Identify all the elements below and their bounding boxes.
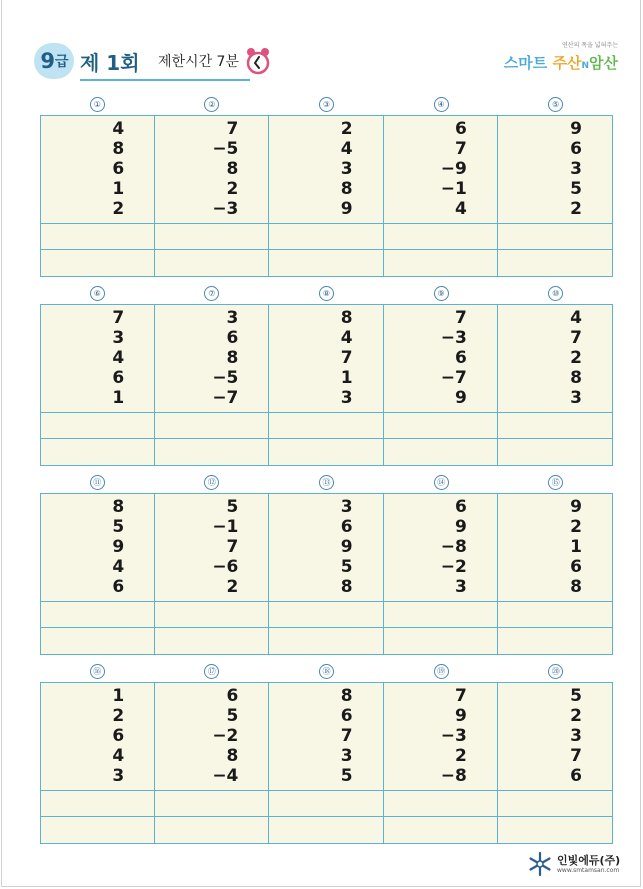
operand: 4 <box>570 308 582 328</box>
operand: 6 <box>226 686 239 706</box>
problem-cell <box>384 683 498 791</box>
operand: −1 <box>440 179 467 199</box>
answer-box[interactable] <box>155 413 269 439</box>
operand: 2 <box>570 706 582 726</box>
answer-box[interactable] <box>498 224 612 250</box>
check-box[interactable] <box>384 628 498 654</box>
check-box[interactable] <box>41 439 155 465</box>
problem-number: ⑨ <box>434 286 449 301</box>
operand: 8 <box>112 497 125 517</box>
problem-number: ⑦ <box>204 286 219 301</box>
problem-cell <box>498 305 612 413</box>
operand: 1 <box>570 537 582 557</box>
check-box[interactable] <box>269 817 383 843</box>
operand: 8 <box>340 179 353 199</box>
check-box[interactable] <box>498 817 612 843</box>
problem-number: ⑧ <box>319 286 334 301</box>
level-number: 9 <box>40 49 55 73</box>
operand: 2 <box>226 179 239 199</box>
check-box[interactable] <box>384 439 498 465</box>
operand: 3 <box>112 328 125 348</box>
number-stack <box>212 497 238 597</box>
brand-logo <box>503 40 618 80</box>
operand: 3 <box>226 308 239 328</box>
operand: 1 <box>112 686 125 706</box>
number-stack <box>112 119 124 219</box>
problem-number-row <box>40 282 613 304</box>
operand: 8 <box>112 139 125 159</box>
operand: 7 <box>454 139 467 159</box>
number-stack <box>570 497 582 597</box>
problem-number: ⑥ <box>90 286 105 301</box>
number-stack <box>441 119 467 219</box>
problem-cell <box>41 116 155 224</box>
operand: −3 <box>440 328 467 348</box>
operand: −7 <box>212 388 239 408</box>
operand: 7 <box>226 537 239 557</box>
problem-cell <box>384 494 498 602</box>
number-stack <box>212 308 238 408</box>
number-stack <box>441 686 467 786</box>
operand: 4 <box>340 139 353 159</box>
answer-box[interactable] <box>41 791 155 817</box>
operand: 6 <box>454 497 467 517</box>
publisher-url: www.smtamsan.com <box>557 867 620 874</box>
operand: 9 <box>340 537 353 557</box>
snowflake-logo-icon <box>527 851 553 877</box>
operand: 2 <box>570 348 582 368</box>
problem-number: ⑭ <box>434 475 449 490</box>
operand: 5 <box>226 497 239 517</box>
answer-box[interactable] <box>155 224 269 250</box>
problem-cell <box>155 305 269 413</box>
operand: 8 <box>226 348 239 368</box>
problem-number: ⑩ <box>548 286 563 301</box>
check-box[interactable] <box>498 439 612 465</box>
answer-box[interactable] <box>498 791 612 817</box>
operand: 1 <box>112 388 125 408</box>
operand: 3 <box>454 577 467 597</box>
level-badge <box>34 43 74 79</box>
operand: −1 <box>212 517 239 537</box>
problem-section <box>40 93 613 277</box>
operand: −9 <box>440 159 467 179</box>
number-stack <box>112 308 124 408</box>
answer-box[interactable] <box>384 602 498 628</box>
problem-cell <box>41 494 155 602</box>
operand: 6 <box>112 159 125 179</box>
answer-box[interactable] <box>384 791 498 817</box>
number-stack <box>341 119 353 219</box>
answer-box[interactable] <box>41 413 155 439</box>
operand: 9 <box>454 706 467 726</box>
answer-box[interactable] <box>155 791 269 817</box>
operand: −7 <box>440 368 467 388</box>
operand: 7 <box>112 308 125 328</box>
problem-number: ⑤ <box>548 97 563 112</box>
problem-number: ⑮ <box>548 475 563 490</box>
operand: 5 <box>226 706 239 726</box>
operand: 8 <box>226 746 239 766</box>
problem-cell <box>269 494 383 602</box>
operand: 7 <box>226 119 239 139</box>
operand: 6 <box>226 328 239 348</box>
problem-cell <box>269 116 383 224</box>
number-stack <box>570 119 582 219</box>
check-box[interactable] <box>155 250 269 276</box>
operand: 4 <box>112 746 125 766</box>
problem-number: ① <box>90 97 105 112</box>
check-box[interactable] <box>155 817 269 843</box>
problem-grid <box>40 682 613 844</box>
answer-box[interactable] <box>269 791 383 817</box>
answer-box[interactable] <box>498 602 612 628</box>
answer-box[interactable] <box>269 413 383 439</box>
operand: 9 <box>454 517 467 537</box>
problem-number: ⑲ <box>434 664 449 679</box>
operand: 2 <box>226 577 239 597</box>
operand: 6 <box>570 557 582 577</box>
operand: 5 <box>112 517 125 537</box>
operand: 7 <box>340 726 353 746</box>
problem-number: ⑳ <box>548 664 563 679</box>
operand: 4 <box>454 199 467 219</box>
operand: 3 <box>340 159 353 179</box>
operand: 2 <box>570 517 582 537</box>
operand: 3 <box>340 497 353 517</box>
operand: 5 <box>340 557 353 577</box>
operand: 6 <box>112 368 125 388</box>
operand: 2 <box>570 199 582 219</box>
answer-box[interactable] <box>384 413 498 439</box>
problem-grid <box>40 304 613 466</box>
operand: −5 <box>212 368 239 388</box>
problem-cell <box>155 116 269 224</box>
publisher-name: 인빛에듀(주) <box>557 854 621 867</box>
operand: 4 <box>340 328 353 348</box>
problem-number: ⑫ <box>204 475 219 490</box>
check-box[interactable] <box>41 250 155 276</box>
check-box[interactable] <box>498 250 612 276</box>
problem-number: ⑪ <box>90 475 105 490</box>
operand: −2 <box>212 726 239 746</box>
number-stack <box>341 497 353 597</box>
number-stack <box>441 497 467 597</box>
problem-grid <box>40 493 613 655</box>
number-stack <box>570 686 582 786</box>
brand-part-n: N <box>581 61 590 71</box>
check-box[interactable] <box>41 628 155 654</box>
check-box[interactable] <box>269 628 383 654</box>
number-stack <box>441 308 467 408</box>
level-suffix: 급 <box>55 54 68 70</box>
operand: 3 <box>570 726 582 746</box>
problem-cell <box>41 683 155 791</box>
check-box[interactable] <box>384 817 498 843</box>
operand: −6 <box>212 557 239 577</box>
round-title: 제 1회 <box>80 50 140 75</box>
operand: 2 <box>340 119 353 139</box>
operand: −2 <box>440 557 467 577</box>
brand-name <box>504 52 618 73</box>
problem-number: ⑬ <box>319 475 334 490</box>
problem-number: ⑱ <box>319 664 334 679</box>
operand: 7 <box>570 746 582 766</box>
problem-cell <box>498 494 612 602</box>
problem-section <box>40 282 613 466</box>
problem-cell <box>269 305 383 413</box>
answer-box[interactable] <box>269 602 383 628</box>
time-limit-label: 제한시간 7분 <box>158 54 239 70</box>
operand: 6 <box>570 766 582 786</box>
number-stack <box>112 497 124 597</box>
problem-cell <box>498 683 612 791</box>
problem-number: ④ <box>434 97 449 112</box>
operand: −3 <box>440 726 467 746</box>
operand: 6 <box>340 517 353 537</box>
problem-grid <box>40 115 613 277</box>
brand-part-smart: 스마트 <box>503 54 548 72</box>
operand: 3 <box>570 388 582 408</box>
number-stack <box>341 308 353 408</box>
answer-box[interactable] <box>41 602 155 628</box>
operand: 3 <box>340 746 353 766</box>
number-stack <box>212 119 238 219</box>
operand: 6 <box>112 726 125 746</box>
problem-number: ② <box>204 97 219 112</box>
problem-number: ⑰ <box>204 664 219 679</box>
operand: 9 <box>454 388 467 408</box>
operand: 6 <box>340 706 353 726</box>
operand: 7 <box>570 328 582 348</box>
operand: 2 <box>112 706 125 726</box>
operand: 5 <box>340 766 353 786</box>
operand: 8 <box>570 368 582 388</box>
operand: 8 <box>340 686 353 706</box>
problem-section <box>40 471 613 655</box>
operand: 7 <box>454 686 467 706</box>
problem-number: ③ <box>319 97 334 112</box>
problem-section <box>40 660 613 844</box>
operand: −3 <box>212 199 239 219</box>
problem-number-row <box>40 93 613 115</box>
operand: 8 <box>570 577 582 597</box>
operand: 3 <box>112 766 125 786</box>
operand: 2 <box>112 199 125 219</box>
check-box[interactable] <box>41 817 155 843</box>
operand: −8 <box>440 766 467 786</box>
operand: 9 <box>112 537 125 557</box>
operand: 9 <box>570 497 582 517</box>
check-box[interactable] <box>384 250 498 276</box>
problem-cell <box>41 305 155 413</box>
answer-box[interactable] <box>269 224 383 250</box>
check-box[interactable] <box>155 628 269 654</box>
operand: 6 <box>454 119 467 139</box>
problem-cell <box>155 683 269 791</box>
operand: −5 <box>212 139 239 159</box>
answer-box[interactable] <box>498 413 612 439</box>
number-stack <box>212 686 238 786</box>
answer-box[interactable] <box>155 602 269 628</box>
operand: 9 <box>570 119 582 139</box>
operand: 4 <box>112 348 125 368</box>
operand: 5 <box>570 179 582 199</box>
operand: 4 <box>112 557 125 577</box>
brand-part-jusan: 주산 <box>552 54 582 72</box>
problem-cell <box>498 116 612 224</box>
brand-part-amsan: 암산 <box>589 54 618 72</box>
operand: 4 <box>112 119 125 139</box>
number-stack <box>570 308 582 408</box>
problem-number: ⑯ <box>90 664 105 679</box>
operand: 8 <box>340 308 353 328</box>
operand: 1 <box>112 179 125 199</box>
operand: 2 <box>454 746 467 766</box>
operand: 1 <box>340 368 353 388</box>
problem-number-row <box>40 660 613 682</box>
check-box[interactable] <box>269 439 383 465</box>
alarm-clock-icon <box>245 46 271 76</box>
problem-cell <box>155 494 269 602</box>
operand: 8 <box>340 577 353 597</box>
operand: −8 <box>440 537 467 557</box>
operand: 8 <box>226 159 239 179</box>
problem-cell <box>269 683 383 791</box>
operand: 3 <box>570 159 582 179</box>
number-stack <box>341 686 353 786</box>
operand: 6 <box>570 139 582 159</box>
check-box[interactable] <box>155 439 269 465</box>
check-box[interactable] <box>269 250 383 276</box>
check-box[interactable] <box>498 628 612 654</box>
operand: 7 <box>454 308 467 328</box>
header-underline <box>80 79 250 81</box>
brand-tagline: 연산의 폭을 넓혀주는 <box>562 42 618 49</box>
operand: 9 <box>340 199 353 219</box>
problem-number-row <box>40 471 613 493</box>
operand: 5 <box>570 686 582 706</box>
operand: 7 <box>340 348 353 368</box>
problem-cell <box>384 305 498 413</box>
operand: 3 <box>340 388 353 408</box>
operand: 6 <box>112 577 125 597</box>
answer-box[interactable] <box>384 224 498 250</box>
problem-cell <box>384 116 498 224</box>
operand: 6 <box>454 348 467 368</box>
number-stack <box>112 686 124 786</box>
operand: −4 <box>212 766 239 786</box>
answer-box[interactable] <box>41 224 155 250</box>
